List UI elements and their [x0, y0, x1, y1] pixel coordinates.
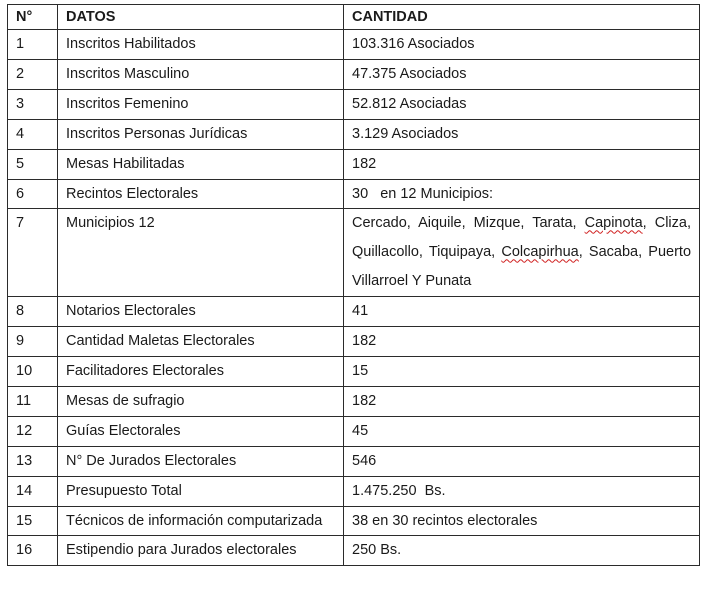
table-row: [8, 59, 700, 89]
row-dato: Inscritos Habilitados: [58, 30, 344, 60]
row-dato: Municipios 12: [58, 209, 344, 297]
row-cantidad: 45: [344, 416, 700, 446]
row-cantidad: 41: [344, 297, 700, 327]
table-row: [8, 506, 700, 536]
row-cantidad-municipios: [344, 209, 700, 297]
table-row: [8, 209, 700, 297]
row-dato: Guías Electorales: [58, 416, 344, 446]
row-dato: Facilitadores Electorales: [58, 356, 344, 386]
row-dato: Inscritos Masculino: [58, 59, 344, 89]
row-cantidad: 52.812 Asociadas: [344, 89, 700, 119]
spell-check-word-colcapirhua: Colcapirhua: [501, 244, 579, 261]
row-number: 1: [8, 30, 58, 60]
row-dato: Notarios Electorales: [58, 297, 344, 327]
row-cantidad: 1.475.250 Bs.: [344, 476, 700, 506]
table-row: [8, 476, 700, 506]
row-dato: Mesas Habilitadas: [58, 149, 344, 179]
row-cantidad: 103.316 Asociados: [344, 30, 700, 60]
row-number: 16: [8, 536, 58, 566]
table-row: [8, 327, 700, 357]
row-cantidad: 38 en 30 recintos electorales: [344, 506, 700, 536]
row-dato: Inscritos Femenino: [58, 89, 344, 119]
row-number: 12: [8, 416, 58, 446]
row-dato: Presupuesto Total: [58, 476, 344, 506]
row-number: 6: [8, 179, 58, 209]
row-number: 14: [8, 476, 58, 506]
row-number: 3: [8, 89, 58, 119]
spell-check-word-capinota: Capinota: [584, 215, 643, 232]
table-row: [8, 416, 700, 446]
table-row: [8, 149, 700, 179]
row-cantidad: 182: [344, 386, 700, 416]
row-number: 10: [8, 356, 58, 386]
row-number: 15: [8, 506, 58, 536]
table-row: [8, 179, 700, 209]
row-dato: Inscritos Personas Jurídicas: [58, 119, 344, 149]
row-dato: Estipendio para Jurados electorales: [58, 536, 344, 566]
table-row: [8, 119, 700, 149]
header-cantidad: CANTIDAD: [344, 5, 700, 30]
municipios-text-1: Cercado, Aiquile, Mizque, Tarata,: [352, 215, 585, 232]
table-row: [8, 446, 700, 476]
row-number: 9: [8, 327, 58, 357]
row-cantidad: 30 en 12 Municipios:: [344, 179, 700, 209]
table-row: [8, 386, 700, 416]
row-number: 8: [8, 297, 58, 327]
data-table: [7, 4, 700, 566]
row-number: 2: [8, 59, 58, 89]
table-row: [8, 356, 700, 386]
row-cantidad: 182: [344, 149, 700, 179]
row-cantidad: 47.375 Asociados: [344, 59, 700, 89]
row-number: 5: [8, 149, 58, 179]
row-cantidad: 250 Bs.: [344, 536, 700, 566]
row-cantidad: 15: [344, 356, 700, 386]
row-dato: Mesas de sufragio: [58, 386, 344, 416]
table-row: [8, 297, 700, 327]
row-dato: N° De Jurados Electorales: [58, 446, 344, 476]
row-cantidad: 546: [344, 446, 700, 476]
row-number: 4: [8, 119, 58, 149]
row-number: 11: [8, 386, 58, 416]
row-number: 13: [8, 446, 58, 476]
table-header-row: [8, 5, 700, 30]
row-cantidad: 3.129 Asociados: [344, 119, 700, 149]
header-datos: DATOS: [58, 5, 344, 30]
row-cantidad: 182: [344, 327, 700, 357]
table-row: [8, 30, 700, 60]
municipios-text-3: , Sacaba, Puerto Villarroel Y Punata: [352, 244, 692, 290]
municipios-text-2: , Cliza, Quillacollo, Tiquipaya,: [352, 215, 691, 261]
row-dato: Técnicos de información computarizada: [58, 506, 344, 536]
row-dato: Cantidad Maletas Electorales: [58, 327, 344, 357]
header-num: N°: [8, 5, 58, 30]
table-row: [8, 536, 700, 566]
row-dato: Recintos Electorales: [58, 179, 344, 209]
row-number: 7: [8, 209, 58, 297]
table-row: [8, 89, 700, 119]
